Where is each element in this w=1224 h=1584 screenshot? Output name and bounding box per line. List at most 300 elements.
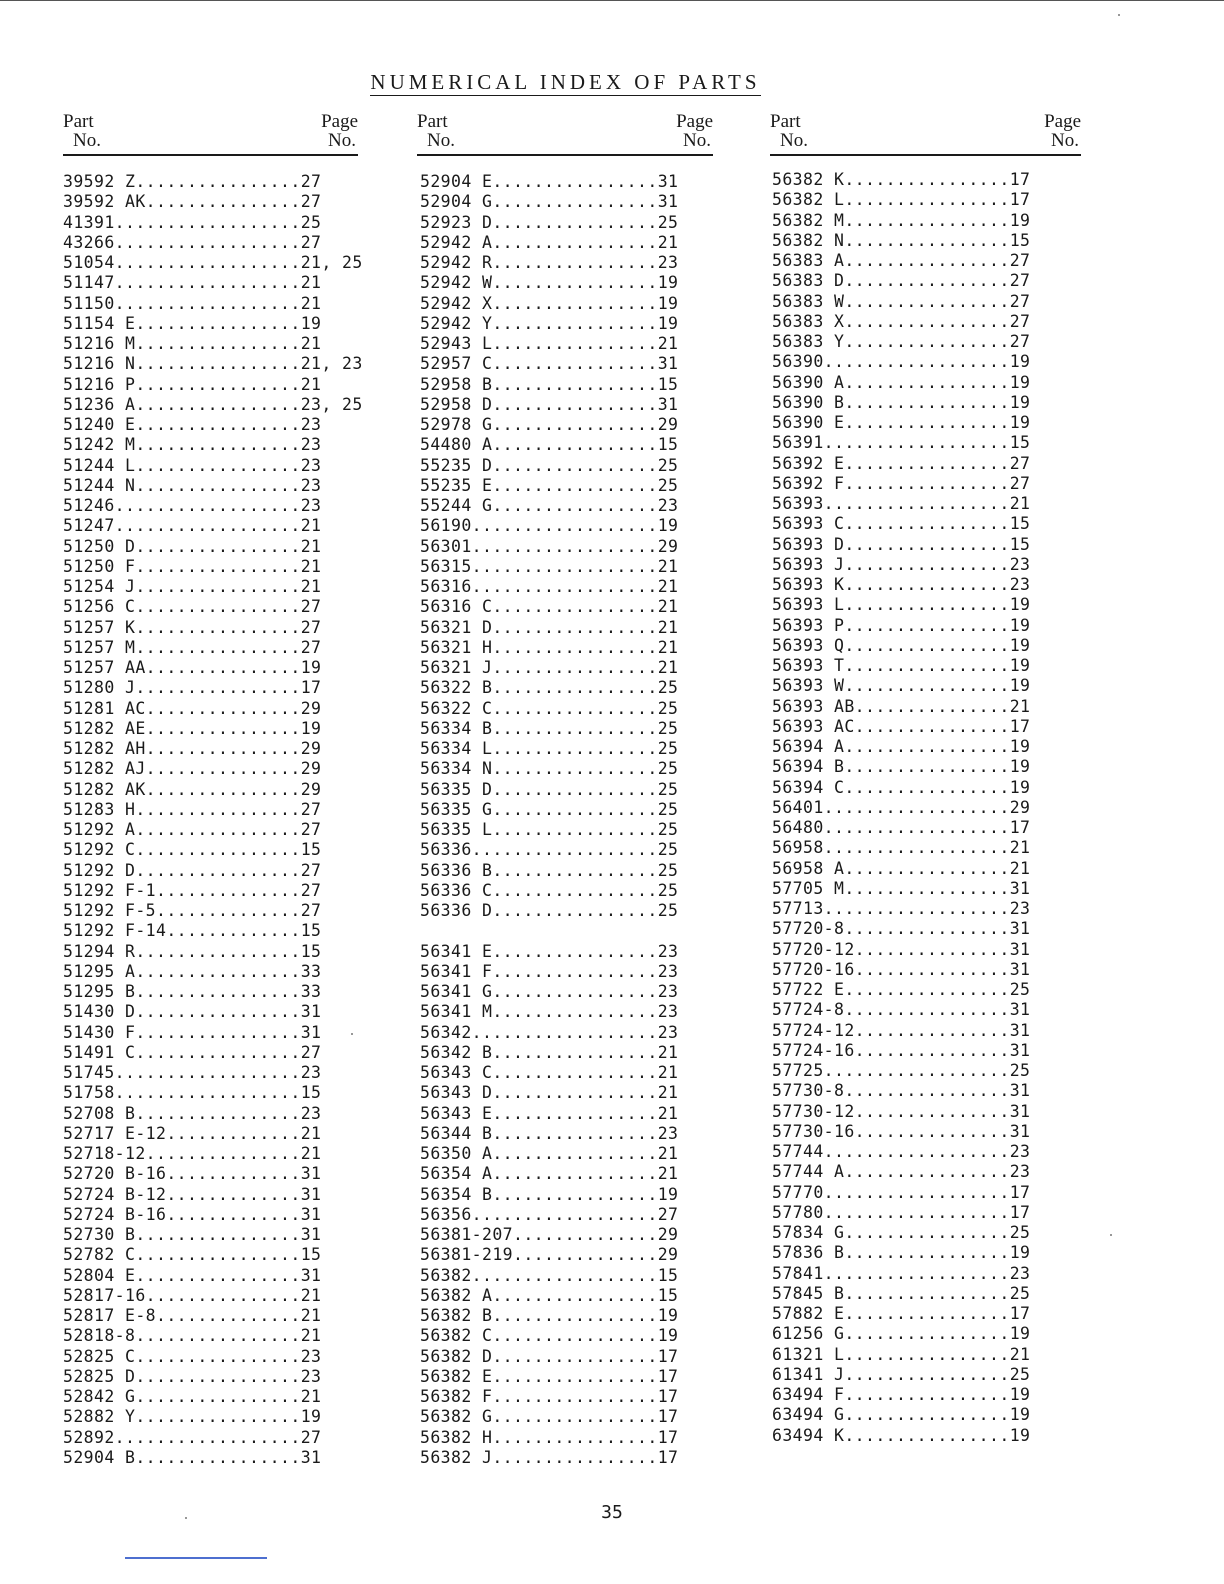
index-entry bbox=[63, 394, 363, 415]
page-reference: 23 bbox=[657, 1002, 679, 1022]
scan-speck bbox=[351, 1033, 353, 1035]
dot-leader: ................ bbox=[492, 1063, 658, 1082]
index-entry bbox=[420, 1104, 716, 1124]
index-entry bbox=[63, 1124, 358, 1144]
part-number: 57744 bbox=[772, 1142, 824, 1161]
page-reference: 27 bbox=[300, 172, 322, 191]
dot-leader: ................ bbox=[844, 1304, 1010, 1323]
part-number: 51295 A bbox=[63, 961, 136, 981]
page-reference: 17 bbox=[1009, 170, 1031, 189]
dot-leader: .................. bbox=[114, 253, 301, 272]
page-reference: 29 bbox=[300, 779, 322, 799]
index-column-1 bbox=[63, 111, 363, 1467]
part-number: 52825 D bbox=[63, 1366, 136, 1386]
part-number: 57836 B bbox=[772, 1243, 845, 1263]
page-reference: 31 bbox=[1009, 959, 1031, 979]
page-reference: 19 bbox=[1009, 615, 1031, 635]
part-number: 51236 A bbox=[63, 394, 136, 414]
page-reference: 19 bbox=[1009, 352, 1031, 372]
index-entry bbox=[420, 597, 716, 617]
scan-speck bbox=[1110, 1234, 1112, 1236]
dot-leader: .................. bbox=[114, 1427, 301, 1447]
dot-leader: .................. bbox=[471, 840, 658, 860]
page-reference: 21 bbox=[657, 577, 679, 596]
part-number: 56381-219 bbox=[420, 1245, 514, 1265]
index-entry bbox=[420, 192, 716, 212]
dot-leader: .................. bbox=[823, 1061, 1010, 1080]
page-reference: 21 bbox=[300, 536, 322, 556]
dot-leader: ................ bbox=[135, 475, 301, 495]
index-entry bbox=[420, 1043, 716, 1063]
page-reference: 17 bbox=[657, 1346, 679, 1366]
dot-leader: .................. bbox=[114, 516, 301, 536]
page-header-line2: No. bbox=[1051, 130, 1079, 151]
index-entry bbox=[63, 1367, 358, 1387]
page-reference: 19 bbox=[1009, 757, 1031, 777]
index-entry bbox=[420, 496, 716, 516]
page-reference: 21, 25 bbox=[300, 253, 363, 272]
index-entry bbox=[63, 962, 358, 982]
dot-leader: .................. bbox=[471, 536, 658, 556]
part-number: 52804 E bbox=[63, 1265, 136, 1285]
part-number: 51150 bbox=[63, 293, 115, 313]
page-reference: 25 bbox=[1009, 1283, 1031, 1303]
dot-leader: ................ bbox=[492, 1407, 658, 1427]
index-entry bbox=[772, 251, 1083, 271]
part-number: 57744 A bbox=[772, 1162, 845, 1182]
dot-leader: .............. bbox=[513, 1245, 658, 1265]
dot-leader: ................ bbox=[135, 617, 301, 637]
index-entry bbox=[772, 919, 1083, 939]
index-entry bbox=[420, 638, 716, 658]
dot-leader: ................ bbox=[492, 374, 658, 394]
page-reference: 21 bbox=[300, 1144, 322, 1163]
index-entry bbox=[63, 1428, 358, 1448]
part-number: 39592 AK bbox=[63, 192, 146, 212]
part-number: 56393 P bbox=[772, 615, 845, 635]
page-reference: 31 bbox=[1009, 939, 1031, 959]
dot-leader: ................ bbox=[135, 415, 301, 434]
part-number: 51242 M bbox=[63, 435, 136, 455]
index-entry bbox=[63, 1387, 358, 1407]
page-reference: 23 bbox=[300, 455, 322, 475]
index-entry bbox=[772, 838, 1083, 858]
dot-leader: .................. bbox=[471, 1022, 658, 1042]
page-reference: 19 bbox=[657, 273, 679, 293]
dot-leader: ................ bbox=[844, 1283, 1010, 1303]
page-reference: 31 bbox=[300, 1164, 322, 1184]
dot-leader: ................ bbox=[135, 455, 301, 475]
part-number: 57845 B bbox=[772, 1283, 845, 1303]
index-entry bbox=[420, 1306, 716, 1326]
index-entry bbox=[772, 312, 1083, 332]
index-entry bbox=[63, 739, 358, 759]
dot-leader: ................ bbox=[135, 820, 301, 839]
page-reference: 25 bbox=[300, 212, 322, 232]
page-reference: 23 bbox=[1009, 1162, 1031, 1182]
dot-leader: ................ bbox=[492, 1285, 658, 1305]
page-reference: 23 bbox=[300, 1063, 322, 1082]
page-reference: 23 bbox=[300, 1366, 322, 1386]
index-entry bbox=[420, 395, 716, 415]
part-header-line1: Part bbox=[63, 111, 94, 132]
page-reference: 27 bbox=[300, 192, 322, 212]
page-reference: 29 bbox=[657, 536, 679, 556]
index-entry bbox=[772, 940, 1083, 960]
index-entry bbox=[420, 476, 716, 496]
index-entry bbox=[420, 618, 716, 638]
part-number: 56354 A bbox=[420, 1164, 493, 1184]
page-reference: 21 bbox=[300, 1326, 322, 1346]
part-number: 56190 bbox=[420, 516, 472, 536]
dot-leader: ................ bbox=[844, 271, 1010, 291]
index-entry bbox=[772, 454, 1083, 474]
index-entry bbox=[420, 921, 716, 941]
part-number: 52718-12 bbox=[63, 1144, 146, 1163]
scan-speck bbox=[1118, 14, 1120, 16]
dot-leader: ............. bbox=[166, 1204, 301, 1224]
index-entry bbox=[420, 273, 716, 293]
part-number: 57724-12 bbox=[772, 1020, 855, 1040]
dot-leader: ................ bbox=[135, 556, 301, 576]
index-entry bbox=[63, 840, 358, 860]
part-number: 56382 N bbox=[772, 230, 845, 250]
page-reference: 25 bbox=[1009, 1061, 1031, 1080]
part-number: 51257 K bbox=[63, 617, 136, 637]
page-reference: 25 bbox=[657, 739, 679, 758]
part-number: 52978 G bbox=[420, 415, 493, 434]
dot-leader: ................ bbox=[492, 475, 658, 495]
page-reference: 19 bbox=[657, 1306, 679, 1325]
dot-leader: .................. bbox=[823, 838, 1010, 858]
page-reference: 31 bbox=[1009, 878, 1031, 898]
part-number: 56394 C bbox=[772, 777, 845, 797]
page-reference: 29 bbox=[657, 1245, 679, 1265]
part-number: 52817-16 bbox=[63, 1285, 146, 1305]
part-number: 51292 F-14 bbox=[63, 921, 167, 941]
index-entry bbox=[772, 1264, 1083, 1284]
page-reference: 19 bbox=[1009, 595, 1031, 615]
dot-leader: ............... bbox=[854, 1101, 1010, 1121]
part-number: 56382 K bbox=[772, 170, 845, 189]
index-entry bbox=[772, 636, 1083, 656]
part-number: 56382 J bbox=[420, 1447, 493, 1467]
part-number: 56382 E bbox=[420, 1366, 493, 1386]
page-reference: 29 bbox=[657, 1225, 679, 1244]
page-reference: 25 bbox=[657, 718, 679, 738]
page-reference: 19 bbox=[1009, 392, 1031, 412]
dot-leader: ............... bbox=[145, 718, 301, 738]
part-number: 56350 A bbox=[420, 1144, 493, 1163]
index-entry bbox=[63, 1164, 358, 1184]
page-reference: 21 bbox=[657, 597, 679, 617]
dot-leader: ................ bbox=[492, 1144, 658, 1163]
dot-leader: ................ bbox=[844, 311, 1010, 331]
index-entry bbox=[420, 1063, 716, 1083]
page-reference: 17 bbox=[657, 1447, 679, 1467]
part-number: 57770 bbox=[772, 1182, 824, 1202]
part-number: 52720 B-16 bbox=[63, 1164, 167, 1184]
part-number: 52724 B-12 bbox=[63, 1184, 167, 1204]
dot-leader: ................ bbox=[844, 656, 1010, 675]
part-number: 52818-8 bbox=[63, 1326, 136, 1346]
page-reference: 21, 23 bbox=[300, 354, 363, 374]
page-reference: 31 bbox=[300, 1265, 322, 1285]
dot-leader: ................ bbox=[844, 413, 1010, 432]
dot-leader: ............. bbox=[166, 1164, 301, 1184]
part-number: 56341 M bbox=[420, 1002, 493, 1022]
index-entry bbox=[420, 213, 716, 233]
page-reference: 21 bbox=[657, 637, 679, 657]
index-entry bbox=[420, 982, 716, 1002]
part-header-line2: No. bbox=[427, 130, 455, 151]
part-number: 57720-12 bbox=[772, 939, 855, 959]
part-number: 56391 bbox=[772, 433, 824, 453]
dot-leader: ................ bbox=[492, 455, 658, 475]
dot-leader: ................ bbox=[135, 1387, 301, 1406]
page-reference: 27 bbox=[657, 1204, 679, 1224]
part-number: 56322 B bbox=[420, 678, 493, 698]
part-number: 57730-8 bbox=[772, 1081, 845, 1101]
part-number: 56342 B bbox=[420, 1042, 493, 1062]
page-reference: 23 bbox=[300, 415, 322, 434]
part-number: 56343 E bbox=[420, 1103, 493, 1123]
index-entry bbox=[420, 516, 716, 536]
page-reference: 19 bbox=[657, 1326, 679, 1346]
index-entry bbox=[63, 1347, 358, 1367]
entry-list bbox=[63, 172, 363, 1468]
scan-speck bbox=[185, 1517, 187, 1519]
index-entry bbox=[772, 1385, 1083, 1405]
page-header-line2: No. bbox=[328, 130, 356, 151]
index-entry bbox=[420, 435, 716, 455]
index-entry bbox=[63, 1326, 358, 1346]
dot-leader: ................ bbox=[135, 799, 301, 819]
page-reference: 27 bbox=[300, 820, 322, 839]
index-entry bbox=[63, 557, 358, 577]
index-entry bbox=[420, 294, 716, 314]
part-number: 51282 AH bbox=[63, 739, 146, 758]
page-reference: 19 bbox=[300, 658, 322, 677]
index-entry bbox=[420, 1326, 716, 1346]
dot-leader: ................ bbox=[844, 1243, 1010, 1263]
part-number: 56315 bbox=[420, 556, 472, 576]
part-number: 51216 P bbox=[63, 374, 136, 394]
part-number: 56301 bbox=[420, 536, 472, 556]
index-entry bbox=[772, 474, 1083, 494]
part-number: 56343 C bbox=[420, 1063, 493, 1082]
part-number: 56382 M bbox=[772, 210, 845, 230]
index-entry bbox=[420, 1124, 716, 1144]
part-number: 56394 A bbox=[772, 737, 845, 756]
page-reference: 23 bbox=[657, 1022, 679, 1042]
part-number: 51250 D bbox=[63, 536, 136, 556]
dot-leader: .................. bbox=[114, 232, 301, 252]
dot-leader: ................ bbox=[844, 1344, 1010, 1364]
index-entry bbox=[63, 233, 358, 253]
page-reference: 27 bbox=[300, 860, 322, 880]
index-entry bbox=[772, 818, 1083, 838]
page-header-line1: Page bbox=[1044, 111, 1081, 132]
part-number: 56393 L bbox=[772, 595, 845, 615]
part-number: 56341 F bbox=[420, 961, 493, 981]
dot-leader: ................ bbox=[135, 840, 301, 860]
index-entry bbox=[420, 1448, 716, 1468]
dot-leader: ................ bbox=[492, 1164, 658, 1184]
part-number: 51430 F bbox=[63, 1022, 136, 1042]
index-entry bbox=[772, 737, 1083, 757]
dot-leader: ................ bbox=[492, 496, 658, 515]
page-reference: 19 bbox=[300, 1407, 322, 1427]
part-number: 51216 N bbox=[63, 354, 136, 374]
dot-leader: ............... bbox=[145, 658, 301, 677]
index-entry bbox=[772, 555, 1083, 575]
part-number: 52923 D bbox=[420, 212, 493, 232]
page-reference: 21 bbox=[657, 334, 679, 353]
page-reference: 17 bbox=[1009, 1182, 1031, 1202]
part-number: 51244 N bbox=[63, 475, 136, 495]
page-reference: 25 bbox=[657, 759, 679, 779]
dot-leader: ................ bbox=[135, 1326, 301, 1346]
column-header bbox=[770, 112, 1081, 156]
index-entry bbox=[772, 190, 1083, 210]
dot-leader: ................ bbox=[844, 757, 1010, 777]
part-number: 55235 D bbox=[420, 455, 493, 475]
page-reference: 23 bbox=[1009, 1142, 1031, 1161]
dot-leader: ................ bbox=[844, 1405, 1010, 1425]
page-reference: 27 bbox=[1009, 271, 1031, 291]
part-number: 56393 bbox=[772, 494, 824, 513]
dot-leader: ................ bbox=[135, 941, 301, 961]
page-reference: 15 bbox=[300, 1245, 322, 1265]
dot-leader: ................ bbox=[492, 1083, 658, 1103]
page-reference: 23 bbox=[300, 475, 322, 495]
index-entry bbox=[420, 233, 716, 253]
part-number: 56354 B bbox=[420, 1184, 493, 1204]
page-reference: 21 bbox=[300, 273, 322, 293]
part-number: 56480 bbox=[772, 818, 824, 837]
dot-leader: ............... bbox=[145, 192, 301, 212]
dot-leader: ............... bbox=[145, 759, 301, 779]
page-reference: 19 bbox=[657, 313, 679, 333]
dot-leader: ................ bbox=[844, 210, 1010, 230]
page-reference: 23 bbox=[300, 1103, 322, 1123]
index-entry bbox=[772, 1365, 1083, 1385]
page-reference: 25 bbox=[657, 820, 679, 839]
part-number: 56335 L bbox=[420, 820, 493, 839]
page-reference: 27 bbox=[1009, 453, 1031, 473]
part-number: 57730-16 bbox=[772, 1121, 855, 1141]
index-entry bbox=[420, 354, 716, 374]
page-reference: 25 bbox=[657, 840, 679, 860]
page-reference: 31 bbox=[1009, 1121, 1031, 1141]
part-number: 56382 D bbox=[420, 1346, 493, 1366]
dot-leader: .................. bbox=[114, 212, 301, 232]
page-reference: 19 bbox=[657, 1184, 679, 1204]
part-number: 51280 J bbox=[63, 678, 136, 698]
page-reference: 25 bbox=[1009, 1364, 1031, 1384]
index-entry bbox=[63, 415, 358, 435]
page-reference: 27 bbox=[1009, 291, 1031, 311]
part-number: 57834 G bbox=[772, 1223, 845, 1242]
dot-leader: ................ bbox=[492, 334, 658, 353]
part-number: 56341 G bbox=[420, 982, 493, 1001]
part-number: 56390 A bbox=[772, 372, 845, 392]
dot-leader: ................ bbox=[844, 1364, 1010, 1384]
part-number: 56344 B bbox=[420, 1123, 493, 1143]
dot-leader: ................ bbox=[844, 332, 1010, 351]
dot-leader: .................. bbox=[823, 1263, 1010, 1283]
dot-leader: ............... bbox=[854, 1040, 1010, 1060]
index-entry bbox=[772, 980, 1083, 1000]
page-reference: 27 bbox=[300, 1427, 322, 1447]
part-number: 57720-16 bbox=[772, 959, 855, 979]
index-entry bbox=[63, 719, 358, 739]
page-reference: 31 bbox=[657, 172, 679, 191]
part-number: 56334 B bbox=[420, 718, 493, 738]
page-reference: 15 bbox=[657, 1265, 679, 1285]
index-entry bbox=[772, 1162, 1083, 1182]
page-reference: 21 bbox=[300, 1387, 322, 1406]
page-reference: 33 bbox=[300, 982, 322, 1001]
index-entry bbox=[420, 415, 716, 435]
dot-leader: ............... bbox=[145, 698, 301, 718]
entry-list bbox=[420, 172, 716, 1468]
top-border-rule bbox=[0, 0, 1224, 1]
index-entry bbox=[63, 780, 358, 800]
page-reference: 19 bbox=[1009, 1385, 1031, 1404]
index-column-3 bbox=[770, 111, 1081, 1445]
index-entry bbox=[63, 1185, 358, 1205]
dot-leader: .................. bbox=[823, 797, 1010, 817]
page-reference: 31 bbox=[300, 1184, 322, 1204]
part-header-line2: No. bbox=[73, 130, 101, 151]
page-reference: 15 bbox=[657, 1285, 679, 1305]
index-entry bbox=[420, 1266, 716, 1286]
page-reference: 15 bbox=[1009, 230, 1031, 250]
dot-leader: ................ bbox=[844, 595, 1010, 615]
dot-leader: ................ bbox=[492, 941, 658, 961]
index-entry bbox=[772, 879, 1083, 899]
dot-leader: ............... bbox=[854, 959, 1010, 979]
part-number: 52942 A bbox=[420, 232, 493, 252]
part-number: 56334 N bbox=[420, 759, 493, 779]
dot-leader: ................ bbox=[135, 1245, 301, 1265]
page-reference: 25 bbox=[657, 860, 679, 880]
page-reference: 19 bbox=[1009, 777, 1031, 797]
dot-leader: ................ bbox=[844, 1000, 1010, 1020]
part-number: 51240 E bbox=[63, 415, 136, 434]
index-entry bbox=[420, 375, 716, 395]
part-number: 51292 A bbox=[63, 820, 136, 839]
page-reference: 19 bbox=[1009, 635, 1031, 655]
index-entry bbox=[420, 1286, 716, 1306]
page-reference: 17 bbox=[1009, 818, 1031, 837]
page-reference: 21 bbox=[657, 617, 679, 637]
page-reference: 21 bbox=[1009, 858, 1031, 878]
index-entry bbox=[772, 575, 1083, 595]
part-number: 51292 F-1 bbox=[63, 880, 157, 900]
page-reference: 21 bbox=[657, 1103, 679, 1123]
index-entry bbox=[63, 294, 358, 314]
part-number: 56393 D bbox=[772, 534, 845, 554]
index-entry bbox=[420, 456, 716, 476]
dot-leader: ................ bbox=[492, 1427, 658, 1447]
index-entry bbox=[63, 1002, 358, 1022]
index-entry bbox=[420, 1083, 716, 1103]
part-number: 56383 A bbox=[772, 251, 845, 270]
dot-leader: ................ bbox=[492, 637, 658, 657]
